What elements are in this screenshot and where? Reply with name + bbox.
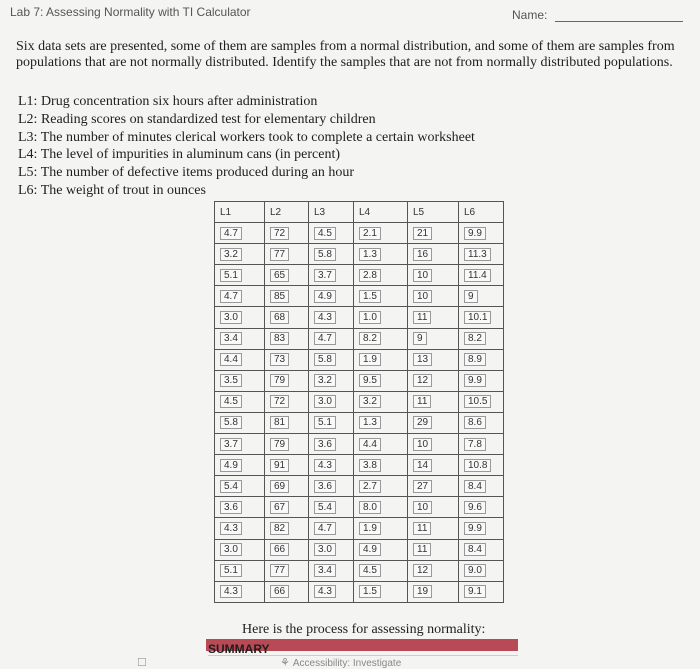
cell-value: 9.0 (464, 564, 486, 577)
cell-value: 79 (270, 438, 289, 451)
table-cell (215, 539, 265, 560)
table-cell (265, 223, 309, 244)
table-cell (408, 497, 459, 518)
cell-value: 4.3 (220, 522, 242, 535)
cell-value: 3.6 (314, 480, 336, 493)
cell-value: 69 (270, 480, 289, 493)
table-cell (309, 581, 354, 602)
table-cell (309, 476, 354, 497)
table-cell (215, 476, 265, 497)
list-item-l2: L2: Reading scores on standardized test for elementary children (18, 111, 376, 127)
cell-value: 27 (413, 480, 432, 493)
table-cell (215, 455, 265, 476)
cell-value: 3.7 (314, 269, 336, 282)
table-cell (309, 307, 354, 328)
cell-value: 4.5 (314, 227, 336, 240)
name-label: Name: (512, 8, 548, 22)
table-cell (309, 539, 354, 560)
cell-value: 79 (270, 374, 289, 387)
table-row (215, 434, 504, 455)
cell-value: 8.4 (464, 543, 486, 556)
cell-value: 9.9 (464, 227, 486, 240)
table-row (215, 244, 504, 265)
table-cell (354, 455, 408, 476)
cell-value: 72 (270, 395, 289, 408)
table-cell (459, 497, 504, 518)
table-cell (309, 560, 354, 581)
cell-value: 3.0 (220, 543, 242, 556)
table-cell (265, 476, 309, 497)
table-cell (265, 497, 309, 518)
table-cell (354, 286, 408, 307)
table-body (215, 223, 504, 603)
table-cell (459, 223, 504, 244)
cell-value: 11 (413, 311, 431, 324)
partial-icon: ☐ (137, 657, 147, 669)
table-cell (354, 434, 408, 455)
cell-value: 1.5 (359, 585, 381, 598)
table-cell (408, 434, 459, 455)
table-row (215, 518, 504, 539)
cell-value: 4.3 (220, 585, 242, 598)
cell-value: 8.9 (464, 353, 486, 366)
cell-value: 10.1 (464, 311, 491, 324)
cell-value: 11.3 (464, 248, 491, 261)
cell-value: 13 (413, 353, 432, 366)
cell-value: 66 (270, 543, 289, 556)
cell-value: 73 (270, 353, 289, 366)
cell-value: 4.9 (314, 290, 336, 303)
table-row (215, 455, 504, 476)
table-cell (354, 265, 408, 286)
cell-value: 4.9 (220, 459, 242, 472)
table-cell (309, 265, 354, 286)
table-cell (309, 391, 354, 412)
table-row (215, 370, 504, 391)
table-cell (459, 265, 504, 286)
cell-value: 3.4 (220, 332, 242, 345)
table-cell (215, 265, 265, 286)
cell-value: 29 (413, 416, 432, 429)
table-cell (408, 370, 459, 391)
cell-value: 3.7 (220, 438, 242, 451)
cell-value: 5.4 (220, 480, 242, 493)
table-cell (459, 328, 504, 349)
cell-value: 5.8 (314, 248, 336, 261)
table-cell (459, 518, 504, 539)
cell-value: 9.9 (464, 522, 486, 535)
column-header: L5 (408, 202, 459, 223)
table-cell (354, 581, 408, 602)
cell-value: 8.0 (359, 501, 381, 514)
table-cell (354, 412, 408, 433)
table-cell (215, 307, 265, 328)
accessibility-text: Accessibility: Investigate (292, 658, 402, 669)
table-row (215, 286, 504, 307)
cell-value: 8.6 (464, 416, 486, 429)
table-cell (408, 518, 459, 539)
intro-paragraph: Six data sets are presented, some of them are samples from a normal distribution, and some of them are samples from populations that are not normally distributed. Identify the samples that are not from normally distributed populations. (16, 39, 675, 70)
table-cell (459, 307, 504, 328)
table-cell (265, 307, 309, 328)
table-cell (408, 391, 459, 412)
cell-value: 1.5 (359, 290, 381, 303)
table-cell (265, 265, 309, 286)
cell-value: 10 (413, 438, 432, 451)
cell-value: 11.4 (464, 269, 491, 282)
table-cell (354, 244, 408, 265)
cell-value: 4.7 (314, 522, 336, 535)
cell-value: 8.2 (464, 332, 486, 345)
table-row (215, 328, 504, 349)
table-cell (309, 328, 354, 349)
cell-value: 2.7 (359, 480, 381, 493)
cell-value: 9 (413, 332, 427, 345)
cell-value: 4.7 (220, 290, 242, 303)
table-row (215, 539, 504, 560)
table-cell (354, 497, 408, 518)
table-cell (408, 539, 459, 560)
table-cell (354, 349, 408, 370)
cell-value: 68 (270, 311, 289, 324)
table-row (215, 497, 504, 518)
cell-value: 9.9 (464, 374, 486, 387)
document-header (0, 0, 700, 26)
cell-value: 9.1 (464, 585, 486, 598)
table-cell (408, 307, 459, 328)
table-cell (354, 307, 408, 328)
cell-value: 10.5 (464, 395, 491, 408)
table-cell (459, 476, 504, 497)
table-cell (309, 518, 354, 539)
cell-value: 3.6 (220, 501, 242, 514)
list-item-l6: L6: The weight of trout in ounces (18, 182, 206, 198)
cell-value: 8.2 (359, 332, 381, 345)
table-cell (265, 391, 309, 412)
table-cell (408, 476, 459, 497)
cell-value: 10 (413, 290, 432, 303)
cell-value: 4.3 (314, 311, 336, 324)
table-cell (408, 349, 459, 370)
cell-value: 4.3 (314, 585, 336, 598)
table-cell (459, 560, 504, 581)
table-cell (215, 391, 265, 412)
document-title: Lab 7: Assessing Normality with TI Calculator (10, 5, 251, 19)
table-cell (408, 560, 459, 581)
table-cell (459, 349, 504, 370)
cell-value: 1.9 (359, 522, 381, 535)
cell-value: 3.6 (314, 438, 336, 451)
table-row (215, 476, 504, 497)
table-cell (265, 412, 309, 433)
table-cell (459, 581, 504, 602)
cell-value: 11 (413, 522, 431, 535)
column-header: L2 (265, 202, 309, 223)
table-cell (309, 497, 354, 518)
cell-value: 9.5 (359, 374, 381, 387)
table-cell (354, 391, 408, 412)
table-row (215, 223, 504, 244)
cell-value: 3.0 (220, 311, 242, 324)
cell-value: 4.7 (220, 227, 242, 240)
cell-value: 14 (413, 459, 432, 472)
cell-value: 7.8 (464, 438, 486, 451)
table-row (215, 265, 504, 286)
column-header: L4 (354, 202, 408, 223)
summary-label: SUMMARY (208, 642, 270, 656)
table-cell (265, 518, 309, 539)
name-blank-line (555, 21, 683, 22)
cell-value: 2.8 (359, 269, 381, 282)
table-cell (265, 539, 309, 560)
table-cell (408, 455, 459, 476)
cell-value: 5.4 (314, 501, 336, 514)
table-cell (265, 244, 309, 265)
cell-value: 5.8 (314, 353, 336, 366)
cell-value: 12 (413, 374, 432, 387)
table-cell (265, 434, 309, 455)
table-row (215, 391, 504, 412)
table-cell (354, 476, 408, 497)
accessibility-status[interactable] (280, 656, 401, 669)
cell-value: 11 (413, 543, 431, 556)
table-cell (215, 328, 265, 349)
table-cell (265, 581, 309, 602)
list-descriptions (18, 93, 475, 200)
cell-value: 1.9 (359, 353, 381, 366)
cell-value: 3.4 (314, 564, 336, 577)
cell-value: 4.7 (314, 332, 336, 345)
table-cell (408, 581, 459, 602)
table-cell (459, 455, 504, 476)
table-cell (309, 244, 354, 265)
cell-value: 3.5 (220, 374, 242, 387)
table-cell (354, 328, 408, 349)
cell-value: 10.8 (464, 459, 491, 472)
table-cell (265, 286, 309, 307)
table-cell (459, 370, 504, 391)
cell-value: 77 (270, 248, 289, 261)
cell-value: 3.0 (314, 543, 336, 556)
table-cell (408, 412, 459, 433)
cell-value: 5.8 (220, 416, 242, 429)
cell-value: 3.2 (220, 248, 242, 261)
cell-value: 85 (270, 290, 289, 303)
table-cell (265, 370, 309, 391)
table-cell (215, 286, 265, 307)
list-item-l4: L4: The level of impurities in aluminum cans (in percent) (18, 147, 341, 163)
cell-value: 9.6 (464, 501, 486, 514)
table-cell (354, 539, 408, 560)
table-cell (265, 328, 309, 349)
table-cell (265, 349, 309, 370)
table-row (215, 349, 504, 370)
table-cell (309, 223, 354, 244)
cell-value: 5.1 (220, 269, 242, 282)
cell-value: 10 (413, 269, 432, 282)
list-item-l3: L3: The number of minutes clerical workers took to complete a certain worksheet (18, 129, 475, 145)
cell-value: 8.4 (464, 480, 486, 493)
cell-value: 11 (413, 395, 431, 408)
column-header: L3 (309, 202, 354, 223)
table-cell (215, 370, 265, 391)
table-cell (265, 560, 309, 581)
table-cell (309, 286, 354, 307)
cell-value: 1.0 (359, 311, 381, 324)
table-cell (408, 328, 459, 349)
table-cell (309, 434, 354, 455)
cell-value: 81 (270, 416, 289, 429)
column-header: L6 (459, 202, 504, 223)
table-cell (215, 349, 265, 370)
table-cell (215, 434, 265, 455)
cell-value: 4.9 (359, 543, 381, 556)
cell-value: 3.8 (359, 459, 381, 472)
table-cell (408, 286, 459, 307)
table-cell (459, 539, 504, 560)
table-cell (215, 581, 265, 602)
cell-value: 67 (270, 501, 289, 514)
table-header-row (215, 202, 504, 223)
cell-value: 5.1 (314, 416, 336, 429)
list-item-l1: L1: Drug concentration six hours after administration (18, 94, 318, 109)
cell-value: 77 (270, 564, 289, 577)
table-cell (459, 286, 504, 307)
cell-value: 12 (413, 564, 432, 577)
table-cell (309, 349, 354, 370)
cell-value: 10 (413, 501, 432, 514)
accessibility-icon: ⚘ (280, 657, 290, 669)
table-cell (215, 244, 265, 265)
cell-value: 4.4 (359, 438, 381, 451)
table-cell (265, 455, 309, 476)
cell-value: 72 (270, 227, 289, 240)
table-cell (354, 370, 408, 391)
table-cell (309, 455, 354, 476)
cell-value: 3.2 (314, 374, 336, 387)
table-cell (215, 412, 265, 433)
cell-value: 9 (464, 290, 478, 303)
cell-value: 19 (413, 585, 432, 598)
cell-value: 5.1 (220, 564, 242, 577)
table-cell (408, 223, 459, 244)
table-cell (309, 412, 354, 433)
cell-value: 4.3 (314, 459, 336, 472)
table-cell (215, 518, 265, 539)
table-cell (408, 265, 459, 286)
table-row (215, 412, 504, 433)
table-cell (215, 497, 265, 518)
table-row (215, 560, 504, 581)
table-cell (459, 244, 504, 265)
table-cell (408, 244, 459, 265)
cell-value: 1.3 (359, 416, 381, 429)
table-cell (459, 391, 504, 412)
table-row (215, 581, 504, 602)
table-cell (459, 434, 504, 455)
column-header: L1 (215, 202, 265, 223)
table-cell (354, 560, 408, 581)
table-row (215, 307, 504, 328)
cell-value: 4.5 (359, 564, 381, 577)
table-cell (459, 412, 504, 433)
cell-value: 65 (270, 269, 289, 282)
cell-value: 4.4 (220, 353, 242, 366)
cell-value: 82 (270, 522, 289, 535)
cell-value: 91 (270, 459, 289, 472)
cell-value: 3.0 (314, 395, 336, 408)
cell-value: 66 (270, 585, 289, 598)
cell-value: 2.1 (359, 227, 381, 240)
cell-value: 83 (270, 332, 289, 345)
list-item-l5: L5: The number of defective items produced during an hour (18, 165, 355, 181)
cell-value: 16 (413, 248, 432, 261)
cell-value: 3.2 (359, 395, 381, 408)
process-heading: Here is the process for assessing normality: (242, 622, 486, 637)
cell-value: 1.3 (359, 248, 381, 261)
table-cell (215, 560, 265, 581)
table-cell (309, 370, 354, 391)
data-table (214, 201, 504, 603)
table-cell (354, 223, 408, 244)
cell-value: 4.5 (220, 395, 242, 408)
cell-value: 21 (413, 227, 432, 240)
table-cell (354, 518, 408, 539)
table-cell (215, 223, 265, 244)
